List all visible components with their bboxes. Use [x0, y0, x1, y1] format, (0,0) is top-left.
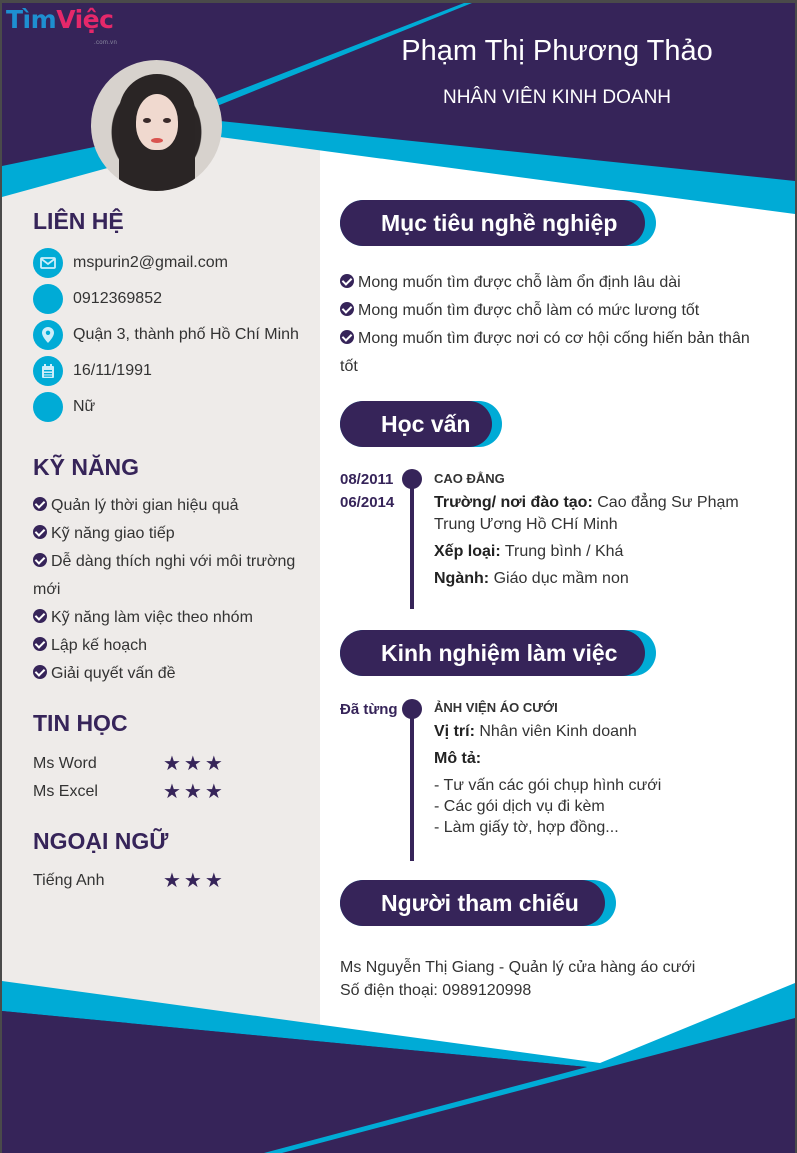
avatar-lips [151, 138, 163, 143]
check-circle-icon [33, 553, 47, 567]
star-rating-icon: ★★★ [163, 753, 226, 775]
references-heading: Người tham chiếu [340, 880, 605, 926]
envelope-icon [33, 248, 63, 278]
check-circle-icon [340, 274, 354, 288]
check-circle-icon [340, 302, 354, 316]
contact-phone[interactable]: 0912369852 [33, 284, 303, 314]
candidate-name: Phạm Thị Phương Thảo [401, 35, 713, 67]
avatar [91, 60, 222, 191]
objective-item: Mong muốn tìm được nơi có cơ hội cống hiến bản thân tốt [340, 330, 750, 375]
it-heading: TIN HỌC [33, 710, 128, 736]
avatar-eye [163, 118, 171, 123]
cv-page [2, 3, 795, 1153]
reference-contact: Ms Nguyễn Thị Giang - Quản lý cửa hàng áo cưới Số điện thoại: 0989120998 [340, 959, 696, 999]
it-skill-row: Ms Excel ★★★ [33, 781, 226, 803]
check-circle-icon [33, 609, 47, 623]
objective-list [340, 269, 770, 381]
experience-detail: ẢNH VIỆN ÁO CƯỚI Vị trí: Nhân viên Kinh doanh Mô tả: - Tư vấn các gói chụp hình cưới - Các gói dịch vụ đi kèm - Làm giấy tờ, hợp đồng... [434, 700, 662, 836]
phone-icon [33, 284, 63, 314]
timviec-logo[interactable]: TìmViệc .com.vn [6, 5, 118, 46]
experience-heading: Kinh nghiệm làm việc [340, 630, 645, 676]
skill-item: Kỹ năng giao tiếp [33, 520, 308, 548]
check-circle-icon [33, 665, 47, 679]
skills-list [33, 492, 308, 688]
contact-gender: Nữ [33, 392, 303, 422]
experience-heading-pill [340, 630, 656, 676]
star-rating-icon: ★★★ [163, 870, 226, 892]
skill-item: Lập kế hoạch [33, 632, 308, 660]
skills-heading: KỸ NĂNG [33, 454, 140, 480]
skill-item: Kỹ năng làm việc theo nhóm [33, 604, 308, 632]
check-circle-icon [33, 637, 47, 651]
candidate-job-title: NHÂN VIÊN KINH DOANH [442, 87, 672, 108]
languages-heading: NGOẠI NGỮ [33, 828, 169, 854]
contact-list [33, 248, 303, 428]
calendar-icon [33, 356, 63, 386]
skill-item: Dễ dàng thích nghi với môi trường mới [33, 553, 296, 598]
contact-birthday: 16/11/1991 [33, 356, 303, 386]
check-circle-icon [33, 525, 47, 539]
check-circle-icon [33, 497, 47, 511]
education-detail: CAO ĐẲNG Trường/ nơi đào tạo: Cao đẳng Sư Phạm Trung Ương Hồ CHí Minh Xếp loại: Trung bình / Khá Ngành: Giáo dục mầm non [434, 471, 739, 587]
experience-period: Đã từng [340, 701, 398, 718]
education-dates: 08/2011 06/2014 [340, 471, 395, 511]
timeline-dot [402, 699, 422, 719]
contact-email[interactable]: mspurin2@gmail.com [33, 248, 303, 278]
objective-item: Mong muốn tìm được chỗ làm có mức lương tốt [340, 297, 770, 325]
check-circle-icon [340, 330, 354, 344]
star-rating-icon: ★★★ [163, 781, 226, 803]
education-heading-pill [340, 401, 502, 447]
contact-address: Quận 3, thành phố Hồ Chí Minh [33, 320, 303, 350]
map-marker-icon [33, 320, 63, 350]
references-heading-pill [340, 880, 616, 926]
objective-item: Mong muốn tìm được chỗ làm ổn định lâu dài [340, 269, 770, 297]
timeline-line [410, 703, 414, 861]
contact-heading: LIÊN HỆ [33, 208, 124, 234]
avatar-eye [143, 118, 151, 123]
timeline-dot [402, 469, 422, 489]
objective-heading: Mục tiêu nghề nghiệp [340, 200, 645, 246]
objective-heading-pill [340, 200, 656, 246]
education-heading: Học vấn [340, 401, 492, 447]
gender-icon [33, 392, 63, 422]
it-skill-row: Ms Word ★★★ [33, 753, 226, 775]
language-row: Tiếng Anh ★★★ [33, 870, 226, 892]
skill-item: Giải quyết vấn đề [33, 660, 308, 688]
skill-item: Quản lý thời gian hiệu quả [33, 492, 308, 520]
timeline-line [410, 473, 414, 609]
